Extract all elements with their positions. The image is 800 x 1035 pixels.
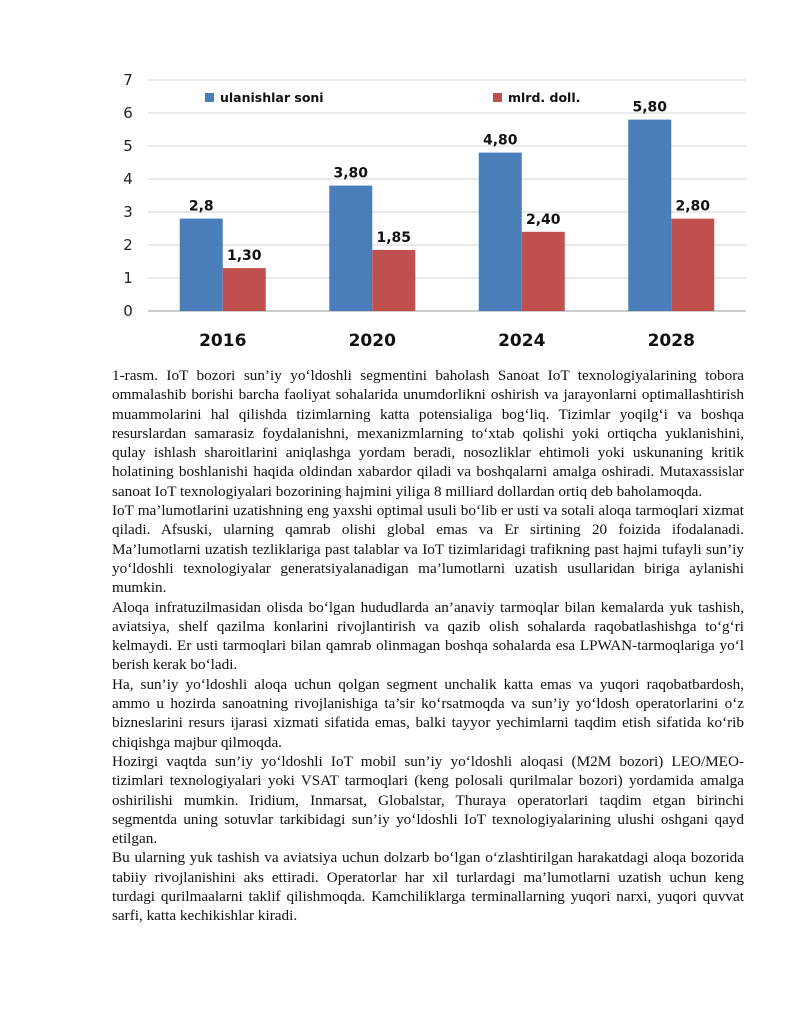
legend-swatch (205, 93, 214, 102)
data-label: 1,85 (376, 229, 412, 246)
bar-connections (329, 186, 372, 311)
legend (205, 90, 580, 105)
y-axis-ticks (123, 71, 133, 320)
x-category-label: 2020 (348, 331, 396, 351)
y-tick-label: 4 (123, 170, 133, 188)
y-tick-label: 1 (123, 269, 133, 287)
data-label: 2,80 (675, 198, 711, 215)
data-label: 3,80 (333, 165, 369, 182)
bar-chart (110, 68, 750, 358)
y-tick-label: 5 (123, 137, 133, 155)
bar-connections (628, 120, 671, 311)
y-tick-label: 2 (123, 236, 133, 254)
data-label: 5,80 (632, 99, 668, 116)
bar-revenue (372, 250, 415, 311)
y-tick-label: 0 (123, 302, 133, 320)
data-label: 2,8 (188, 198, 214, 215)
paragraph-figure-caption: 1-rasm. IoT bozori sun’iy yo‘ldoshli segmentini baholash Sanoat IoT texnologiyalarining tobora ommalashib borishi barcha faoliyat sohalarida unumdorlikni oshirish va jarayonlarni optimallashtirish muammolarini hal qilishda tizimlarning katta potensialiga bog‘liq. Tizimlar yoqilg‘i va boshqa resurslardan samarasiz foydalanishni, mexanizmlarning to‘xtab qolishi yoki ortiqcha yuklanishini, qulay ishlash sharoitlarini aniqlashga yordam beradi, nosozliklar ehtimoli yoki uskunaning kritik holatining boshlanishi haqida oldindan xabardor qiladi va boshqalarni amalga oshiradi. Mutaxassislar sanoat IoT texnologiyalari bozorining hajmini yiliga 8 milliard dollardan ortiq deb baholamoqda. (112, 367, 744, 500)
x-category-label: 2024 (498, 331, 546, 351)
paragraph: IoT ma’lumotlarini uzatishning eng yaxshi optimal usuli bo‘lib er usti va sotali aloqa tarmoqlari xizmat qiladi. Afsuski, ularning qamrab olishi global emas va Er sirtining 20 foizida ifodalanadi. Ma’lumotlarni uzatish tezliklariga past talablar va IoT tizimlaridagi trafikning past hajmi tufayli sun’iy yo‘ldoshli texnologiyalar generatsiyalanadigan ma’lumotlarni uzatish usullaridan biriga aylanishi mumkin. (112, 502, 744, 597)
y-tick-label: 3 (123, 203, 133, 221)
data-label: 1,30 (226, 248, 262, 265)
x-category-label: 2028 (647, 331, 695, 351)
bar-revenue (223, 268, 266, 311)
bar-connections (479, 153, 522, 311)
x-axis-categories (199, 331, 695, 351)
legend-swatch (493, 93, 502, 102)
bar-revenue (522, 232, 565, 311)
paragraph: Hozirgi vaqtda sun’iy yo‘ldoshli IoT mobil sun’iy yo‘ldoshli aloqasi (M2M bozori) LEO/MEO-tizimlari texnologiyalari yoki VSAT tarmoqlari (keng polosali qurilmalar bozori) yordamida amalga oshirilishi mumkin. Iridium, Inmarsat, Globalstar, Thuraya operatorlari taqdim etgan birinchi segmentda uning sotuvlar tarkibidagi sun’iy yo‘ldoshli IoT texnologiyalarining ulushi oshgani qayd etilgan. (112, 752, 744, 848)
bar-revenue (671, 219, 714, 311)
y-tick-label: 6 (123, 104, 133, 122)
legend-label: mlrd. doll. (508, 90, 581, 105)
legend-label: ulanishlar soni (220, 90, 324, 105)
document-body (112, 366, 744, 926)
x-category-label: 2016 (199, 331, 247, 351)
paragraph: Bu ularning yuk tashish va aviatsiya uchun dolzarb bo‘lgan o‘zlashtirilgan harakatdagi aloqa bozorida tabiiy rivojlanishini aks ettiradi. Operatorlar har xil turlardagi ma’lumotlarni uzatish uchun keng turdagi qurilmaalarni taklif qilishmoqda. Kamchiliklarga terminallarning yuqori narxi, yuqori quvvat sarfi, katta kechikishlar kiradi. (112, 849, 744, 925)
bar-connections (180, 219, 223, 311)
paragraph: Aloqa infratuzilmasidan olisda bo‘lgan hududlarda an’anaviy tarmoqlar bilan kemalarda yuk tashish, aviatsiya, shelf qazilma konlarini rivojlantirish va qazib olish sohalarda raqobatlashishga to‘g‘ri kelmaydi. Er usti tarmoqlari bilan qamrab olinmagan boshqa sohalarda esa LPWAN-tarmoqlariga yo‘l berish kerak bo‘ladi. (112, 598, 744, 674)
data-label: 2,40 (525, 211, 561, 228)
bars (180, 120, 715, 311)
data-label: 4,80 (482, 132, 518, 149)
paragraph: Ha, sun’iy yo‘ldoshli aloqa uchun qolgan segment unchalik katta emas va yuqori raqobatbardosh, ammo u hozirda sanoatning rivojlanishiga ta’sir ko‘rsatmoqda va sun’iy yo‘ldosh operatorlarini o‘z bizneslarini resurs ijarasi xizmati sifatida emas, balki tayyor yechimlarni taqdim etish sifatida ko‘rib chiqishga majbur qilmoqda. (112, 675, 744, 751)
y-tick-label: 7 (123, 71, 133, 89)
